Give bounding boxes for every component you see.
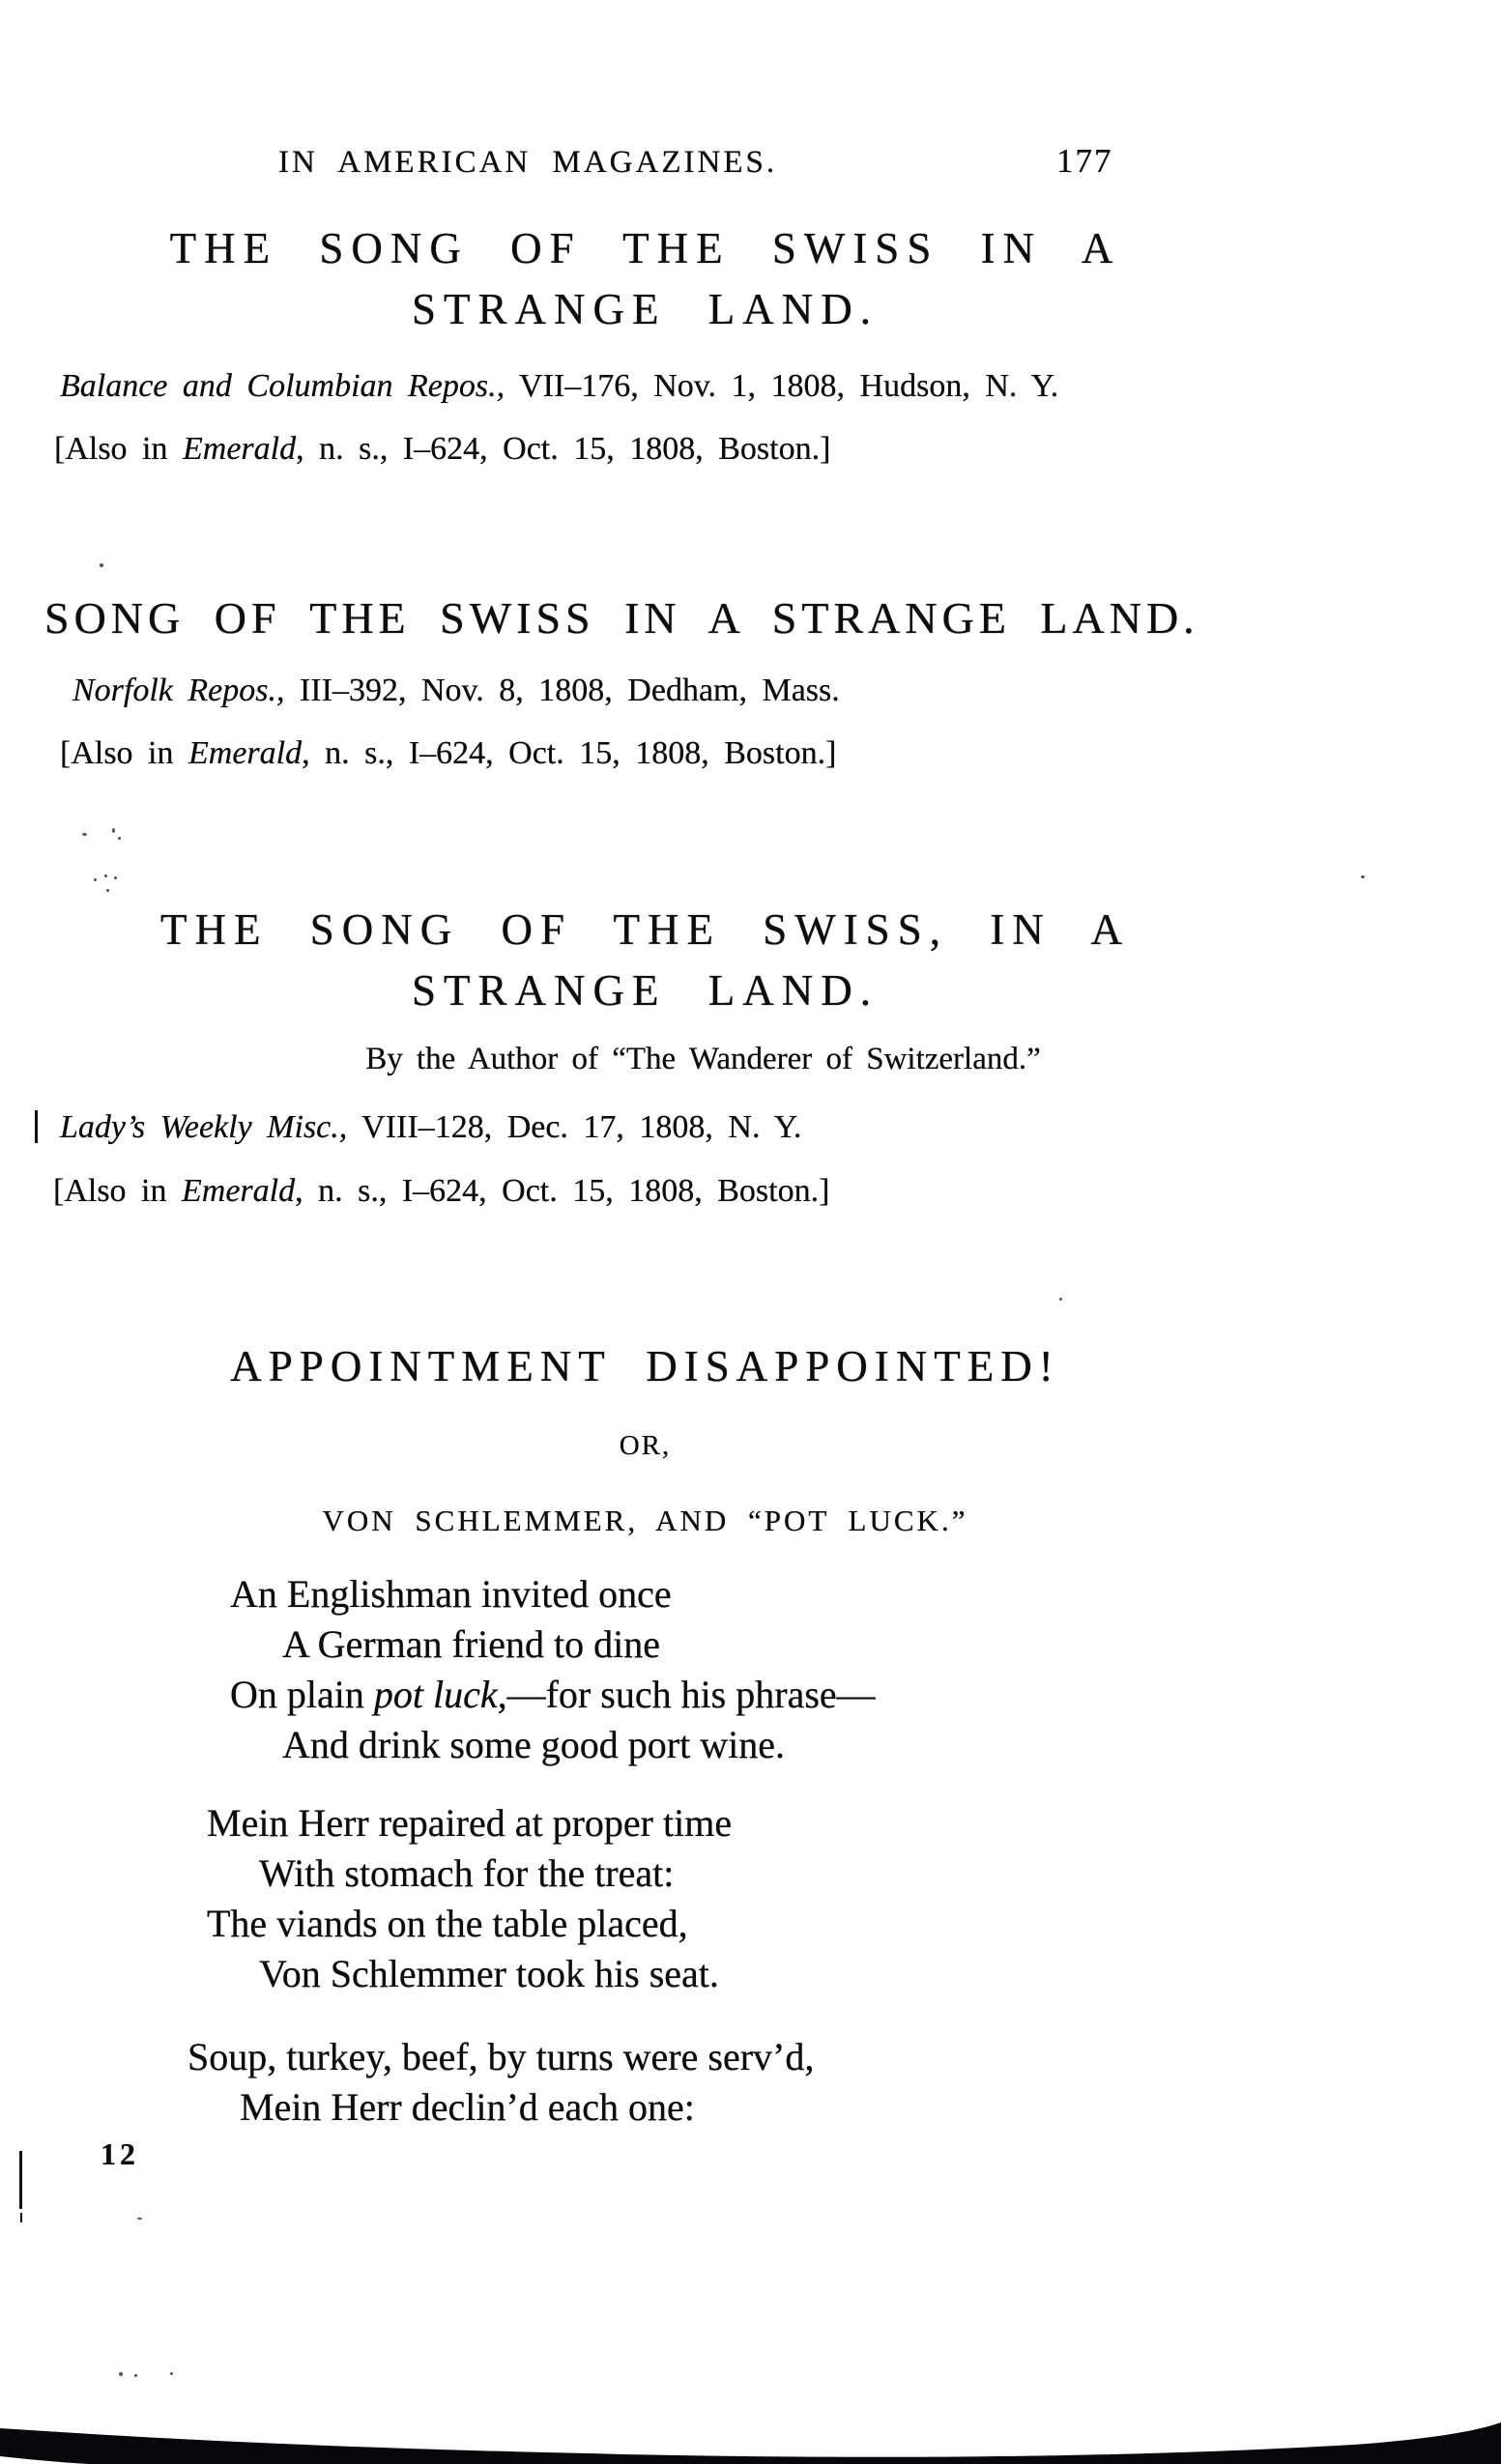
scan-speck <box>106 889 109 892</box>
poem-stanza-2 <box>207 1798 732 1999</box>
poem-line: A German friend to dine <box>282 1622 660 1666</box>
entry3-also-pre: [Also in <box>53 1173 182 1209</box>
entry1-citation-also <box>54 431 830 468</box>
entry2-title-line1: SONG OF THE SWISS IN A STRANGE LAND. <box>44 593 1199 643</box>
entry3-citation-detail: VIII–128, Dec. 17, 1808, N. Y. <box>347 1109 802 1145</box>
signature-mark: 12 <box>101 2136 139 2171</box>
poem-line: Soup, turkey, beef, by turns were serv’d, <box>188 2035 815 2078</box>
entry2-citation-detail: III–392, Nov. 8, 1808, Dedham, Mass. <box>284 673 840 708</box>
entry3-journal-name: Lady’s Weekly Misc., <box>60 1109 348 1145</box>
poem-line-italic: pot luck, <box>373 1673 507 1716</box>
poem-line: Mein Herr declin’d each one: <box>240 2085 695 2129</box>
entry1-citation-detail: VII–176, Nov. 1, 1808, Hudson, N. Y. <box>505 368 1059 404</box>
entry3-citation-also <box>53 1173 829 1210</box>
poem-conjunction: OR, <box>619 1430 672 1461</box>
scan-speck <box>104 874 107 877</box>
running-header-title: IN AMERICAN MAGAZINES. <box>278 145 778 180</box>
poem-stanza-3 <box>188 2032 814 2133</box>
poem-stanza-1 <box>230 1569 876 1770</box>
entry1-also-pre: [Also in <box>54 431 183 467</box>
poem-line: Von Schlemmer took his seat. <box>259 1952 719 1995</box>
poem-line: With stomach for the treat: <box>259 1851 675 1895</box>
page-number: 177 <box>1056 142 1113 180</box>
scan-speck <box>134 2374 137 2377</box>
entry2-citation-also <box>60 735 836 772</box>
poem-line-post: —for such his phrase— <box>506 1673 876 1716</box>
scan-artifact-line <box>35 1110 38 1143</box>
scan-speck <box>1361 875 1365 878</box>
entry3-also-detail: , n. s., I–624, Oct. 15, 1808, Boston.] <box>295 1173 830 1209</box>
scan-speck <box>119 2372 123 2376</box>
entry2-journal-name: Norfolk Repos., <box>72 673 285 708</box>
scan-artifact-line <box>20 2213 22 2222</box>
scan-speck <box>1059 1298 1062 1301</box>
poem-line: Mein Herr repaired at proper time <box>207 1801 733 1845</box>
entry3-title-line1: THE SONG OF THE SWISS, IN A <box>160 905 1130 954</box>
entry3-also-journal: Emerald <box>182 1173 296 1209</box>
scan-speck <box>114 876 117 879</box>
poem-line: An Englishman invited once <box>230 1572 672 1616</box>
entry3-citation-source <box>60 1109 801 1146</box>
poem-line <box>230 1670 876 1720</box>
entry1-also-journal: Emerald <box>183 431 297 467</box>
entry2-also-pre: [Also in <box>60 735 188 771</box>
entry1-citation-source <box>60 368 1058 405</box>
poem-line-pre: On plain <box>230 1673 374 1716</box>
scan-speck <box>82 833 87 836</box>
scan-edge-band <box>0 2411 1501 2464</box>
poem-line: The viands on the table placed, <box>207 1902 688 1945</box>
scan-speck <box>94 878 97 881</box>
scan-speck <box>100 563 103 567</box>
entry2-citation-source <box>72 673 840 709</box>
poem-subtitle: VON SCHLEMMER, AND “POT LUCK.” <box>322 1504 968 1537</box>
entry2-also-detail: , n. s., I–624, Oct. 15, 1808, Boston.] <box>302 735 837 771</box>
poem-title: APPOINTMENT DISAPPOINTED! <box>230 1342 1060 1390</box>
scan-speck <box>118 837 121 840</box>
scan-speck <box>137 2218 142 2220</box>
entry2-also-journal: Emerald <box>188 735 303 771</box>
entry1-journal-name: Balance and Columbian Repos., <box>60 368 505 404</box>
entry1-title-line2: STRANGE LAND. <box>412 285 879 333</box>
scan-speck <box>170 2372 173 2375</box>
entry1-also-detail: , n. s., I–624, Oct. 15, 1808, Boston.] <box>296 431 831 467</box>
entry1-title-line1: THE SONG OF THE SWISS IN A <box>169 224 1121 272</box>
poem-line: And drink some good port wine. <box>282 1723 785 1766</box>
entry3-byline: By the Author of “The Wanderer of Switzerland.” <box>365 1042 1041 1076</box>
scan-artifact-line <box>19 2151 22 2209</box>
entry3-title-line2: STRANGE LAND. <box>412 966 879 1015</box>
scan-speck <box>112 828 115 833</box>
